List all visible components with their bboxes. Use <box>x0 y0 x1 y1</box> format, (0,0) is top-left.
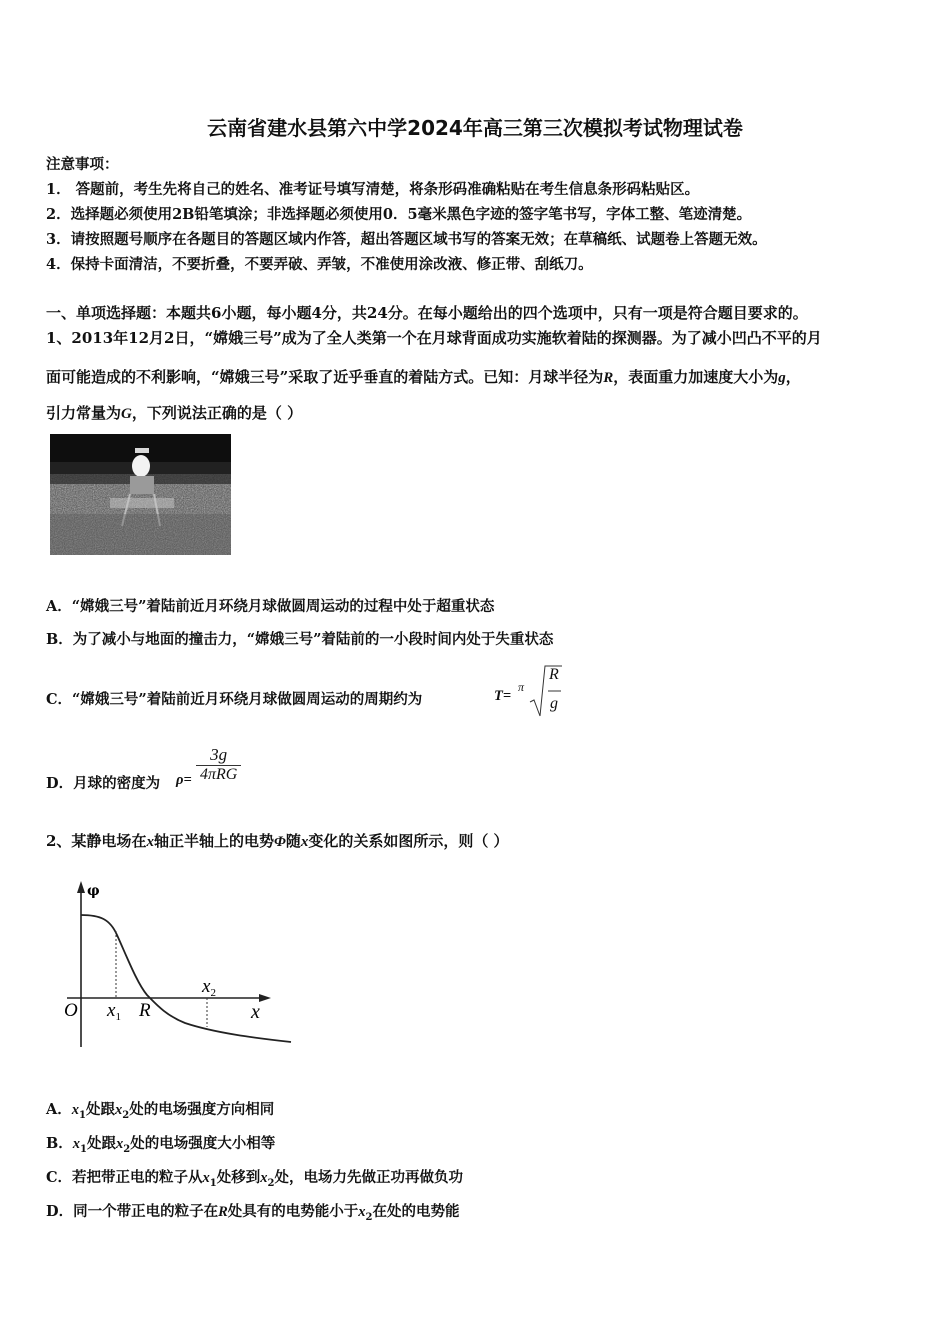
x-axis-label: x <box>251 1001 260 1023</box>
section-heading: 一、单项选择题：本题共6小题，每小题4分，共24分。在每小题给出的四个选项中，只有一项是符合题目要求的。 <box>46 304 808 322</box>
notice-item-1: 1． 答题前，考生先将自己的姓名、准考证号填写清楚，将条形码准确粘贴在考生信息条形码粘贴区。 <box>46 181 700 198</box>
x2-label: $x_2$ <box>202 976 216 999</box>
q1-option-b: B．为了减小与地面的撞击力，“嫦娥三号”着陆前的一小段时间内处于失重状态 <box>46 631 554 648</box>
page-title: 云南省建水县第六中学2024年高三第三次模拟考试物理试卷 <box>207 116 743 140</box>
lunar-lander-photo <box>50 434 231 555</box>
r-label: R <box>139 1000 151 1021</box>
notice-item-2: 2．选择题必须使用2B铅笔填涂；非选择题必须使用0．5毫米黑色字迹的签字笔书写，字体工整、笔迹清楚。 <box>46 206 752 223</box>
q1-stem-line2: 面可能造成的不利影响，“嫦娥三号”采取了近乎垂直的着陆方式。已知：月球半径为R，表面重力加速度大小为g， <box>46 368 801 386</box>
q2-option-d: D．同一个带正电的粒子在R处具有的电势能小于$x_2$在处的电势能 <box>46 1203 460 1223</box>
notice-item-3: 3．请按照题号顺序在各题目的答题区域内作答，超出答题区域书写的答案无效；在草稿纸、试题卷上答题无效。 <box>46 231 767 248</box>
q2-stem: 2、某静电场在x轴正半轴上的电势Φ随x变化的关系如图所示，则（ ） <box>46 832 509 850</box>
q1-stem-line1: 1、2013年12月2日，“嫦娥三号”成为了全人类第一个在月球背面成功实施软着陆的探测器。为了减小凹凸不平的月 <box>46 329 822 347</box>
origin-label: O <box>64 1000 78 1021</box>
q1-option-a: A．“嫦娥三号”着陆前近月环绕月球做圆周运动的过程中处于超重状态 <box>46 598 495 615</box>
y-axis-arrow <box>77 881 85 893</box>
x-axis-arrow <box>259 994 271 1002</box>
notice-heading: 注意事项： <box>46 156 119 173</box>
q2-option-a: A．$x_1$处跟$x_2$处的电场强度方向相同 <box>46 1101 275 1121</box>
x1-label: $x_1$ <box>107 1000 121 1023</box>
q2-option-c: C．若把带正电的粒子从$x_1$处移到$x_2$处，电场力先做正功再做负功 <box>46 1169 463 1189</box>
q1-stem-line3: 引力常量为G，下列说法正确的是（ ） <box>46 404 303 422</box>
potential-graph <box>55 875 305 1055</box>
y-axis-label: φ <box>87 883 100 899</box>
q2-option-b: B．$x_1$处跟$x_2$处的电场强度大小相等 <box>46 1135 276 1155</box>
density-fraction: 3g 4πRG <box>196 745 241 784</box>
notice-item-4: 4．保持卡面清洁，不要折叠，不要弄破、弄皱，不准使用涂改液、修正带、刮纸刀。 <box>46 256 593 273</box>
